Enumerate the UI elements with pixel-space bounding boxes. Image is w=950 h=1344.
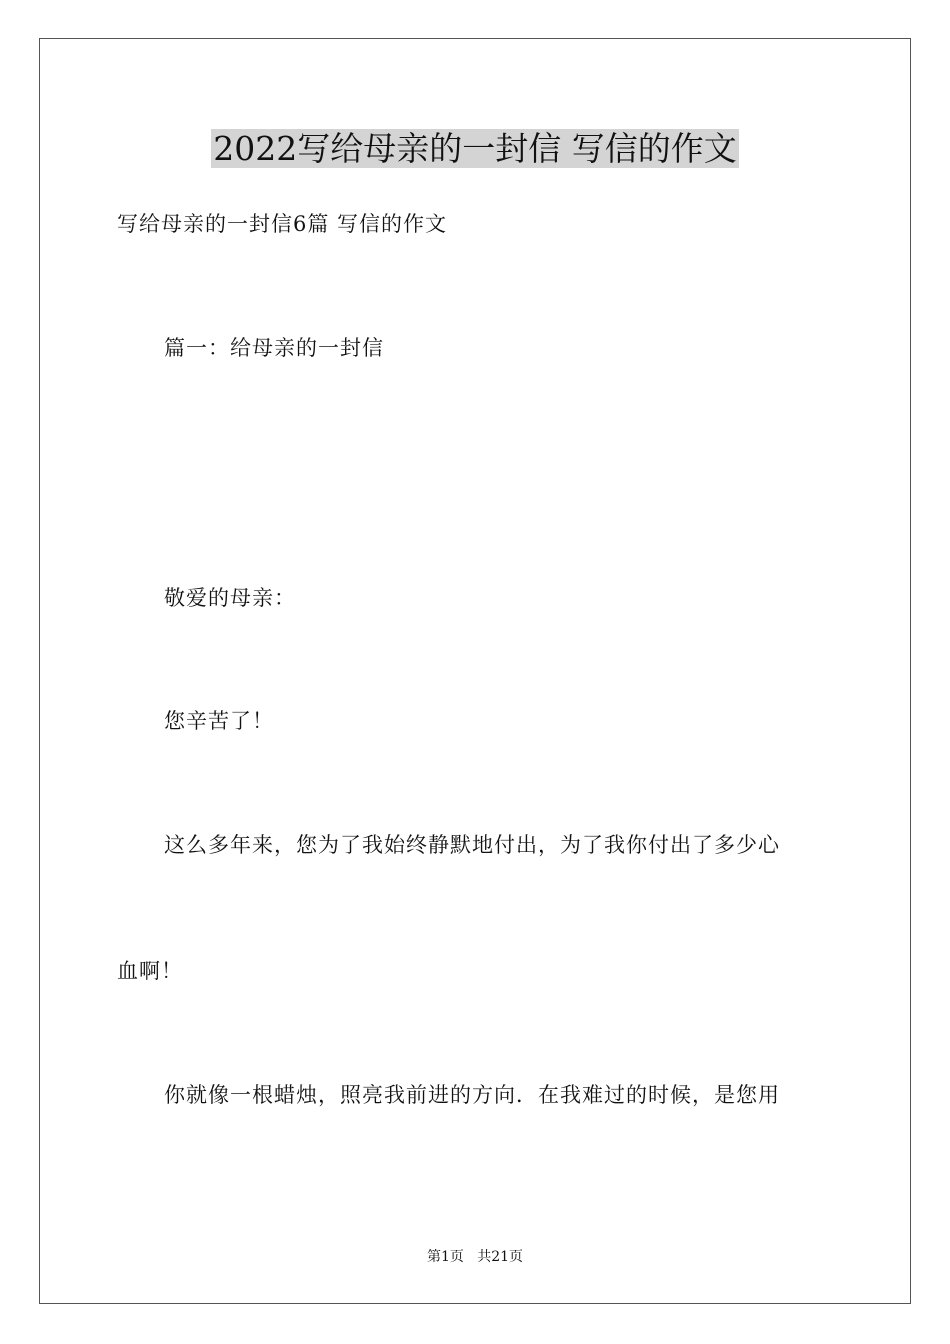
- letter-greeting: 敬爱的母亲：: [164, 586, 296, 610]
- paragraph-line: 这么多年来，您为了我始终静默地付出，为了我你付出了多少心: [164, 833, 780, 857]
- section-heading: 篇一：给母亲的一封信: [164, 336, 384, 360]
- document-subtitle: 写给母亲的一封信6篇 写信的作文: [117, 212, 448, 236]
- page-footer: 第1页 共21页: [426, 1249, 524, 1265]
- document-title: [0, 126, 950, 172]
- paragraph-line: 血啊！: [117, 959, 183, 983]
- paragraph-line: 你就像一根蜡烛，照亮我前进的方向．在我难过的时候，是您用: [164, 1083, 780, 1107]
- paragraph-line: 您辛苦了！: [164, 709, 274, 733]
- document-title-text: 2022写给母亲的一封信 写信的作文: [213, 129, 737, 168]
